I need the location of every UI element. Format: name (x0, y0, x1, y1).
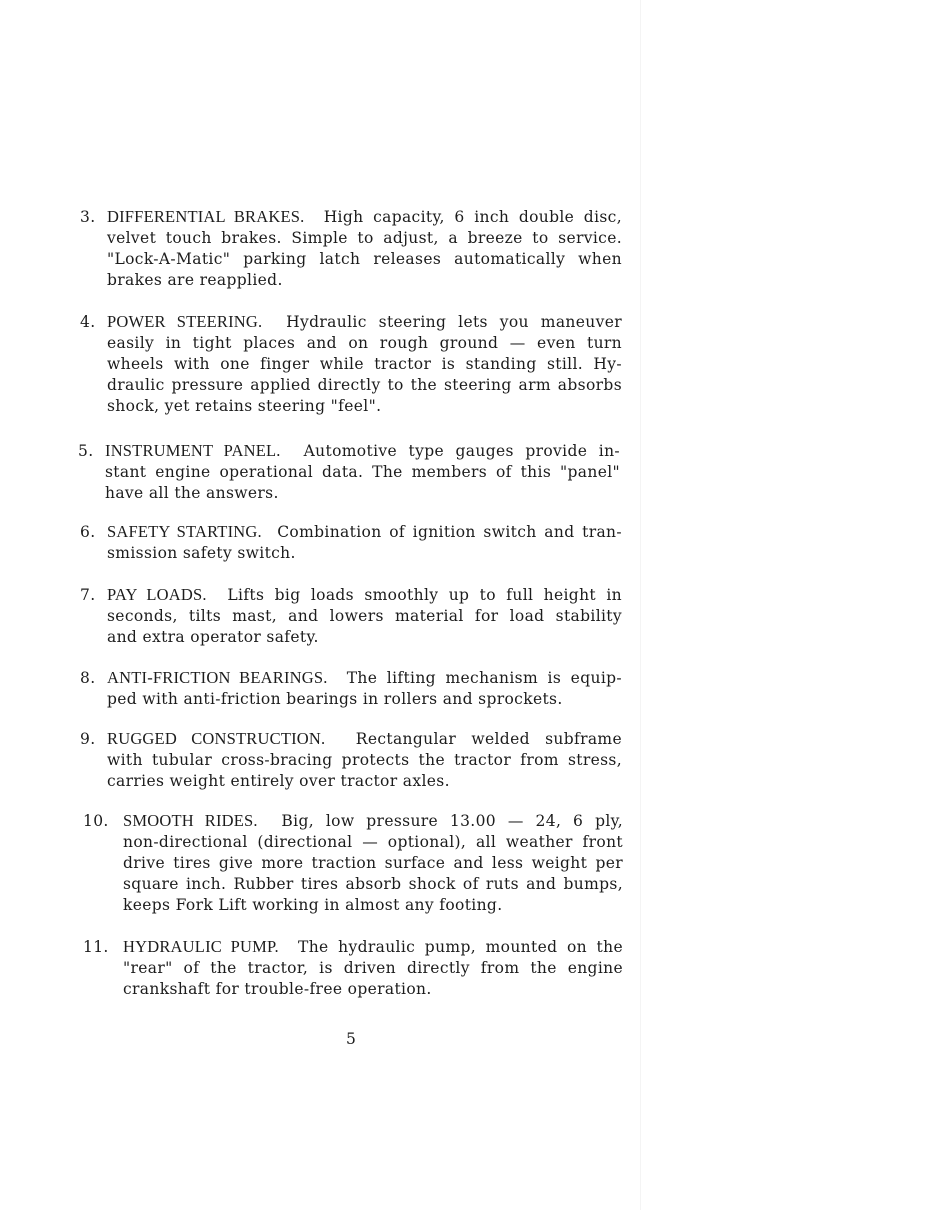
item-heading: HYDRAULIC PUMP. (123, 937, 279, 956)
item-heading: ANTI-FRICTION BEARINGS. (107, 668, 328, 687)
item-heading: DIFFERENTIAL BRAKES. (107, 207, 305, 226)
list-item (80, 728, 622, 792)
item-first-line (80, 206, 622, 228)
item-text: seconds, tilts mast, and lowers material for load stability (107, 607, 622, 625)
item-text: square inch. Rubber tires absorb shock of ruts and bumps, (123, 875, 623, 893)
item-text: Combination of ignition switch and tran- (277, 523, 622, 541)
item-text: The lifting mechanism is equip- (346, 669, 622, 687)
item-text: and extra operator safety. (107, 628, 319, 646)
item-heading: RUGGED CONSTRUCTION. (107, 729, 326, 748)
item-heading: SMOOTH RIDES. (123, 811, 258, 830)
item-number: 5. (78, 442, 94, 460)
list-item (83, 936, 623, 1000)
item-heading: POWER STEERING. (107, 312, 263, 331)
item-number: 7. (80, 586, 96, 604)
item-heading: SAFETY STARTING. (107, 522, 262, 541)
item-text: Rectangular welded subframe (355, 730, 622, 748)
item-text: shock, yet retains steering "feel". (107, 397, 382, 415)
item-first-line (80, 667, 622, 689)
item-number: 8. (80, 669, 96, 687)
item-text: with tubular cross-bracing protects the tractor from stress, (107, 751, 622, 769)
item-first-line (80, 584, 622, 606)
item-heading: INSTRUMENT PANEL. (105, 441, 281, 460)
item-number: 6. (80, 523, 96, 541)
list-item (80, 667, 622, 710)
item-first-line (80, 521, 622, 543)
item-text: crankshaft for trouble-free operation. (123, 980, 432, 998)
item-number: 3. (80, 208, 96, 226)
item-text: Hydraulic steering lets you maneuver (286, 313, 622, 331)
item-text: carries weight entirely over tractor axles. (107, 772, 450, 790)
item-first-line (80, 311, 622, 333)
item-number: 11. (83, 938, 109, 956)
item-text: Big, low pressure 13.00 — 24, 6 ply, (281, 812, 623, 830)
item-first-line (80, 728, 622, 750)
item-text: "Lock-A-Matic" parking latch releases automatically when (107, 250, 622, 268)
item-text: "rear" of the tractor, is driven directly from the engine (123, 959, 623, 977)
item-text: The hydraulic pump, mounted on the (298, 938, 623, 956)
item-number: 4. (80, 313, 96, 331)
item-text: ped with anti-friction bearings in rollers and sprockets. (107, 690, 563, 708)
item-first-line (83, 810, 623, 832)
item-text: Automotive type gauges provide in- (303, 442, 620, 460)
item-text: draulic pressure applied directly to the steering arm absorbs (107, 376, 622, 394)
item-text: brakes are reapplied. (107, 271, 283, 289)
list-item (80, 206, 622, 291)
item-text: smission safety switch. (107, 544, 296, 562)
item-number: 10. (83, 812, 109, 830)
item-text: easily in tight places and on rough ground — even turn (107, 334, 622, 352)
item-text: keeps Fork Lift working in almost any footing. (123, 896, 503, 914)
list-item (83, 810, 623, 916)
item-text: stant engine operational data. The members of this "panel" (105, 463, 620, 481)
item-text: Lifts big loads smoothly up to full height in (227, 586, 622, 604)
page-edge (640, 0, 641, 1210)
item-first-line (78, 440, 620, 462)
item-first-line (83, 936, 623, 958)
list-item (80, 521, 622, 564)
list-item (80, 311, 622, 417)
list-item (78, 440, 620, 504)
item-text: have all the answers. (105, 484, 279, 502)
item-text: velvet touch brakes. Simple to adjust, a breeze to service. (107, 229, 622, 247)
list-item (80, 584, 622, 648)
page-number: 5 (346, 1030, 356, 1048)
item-text: High capacity, 6 inch double disc, (323, 208, 622, 226)
item-text: non-directional (directional — optional), all weather front (123, 833, 623, 851)
item-heading: PAY LOADS. (107, 585, 207, 604)
item-text: drive tires give more traction surface and less weight per (123, 854, 623, 872)
item-text: wheels with one finger while tractor is standing still. Hy- (107, 355, 622, 373)
item-number: 9. (80, 730, 96, 748)
